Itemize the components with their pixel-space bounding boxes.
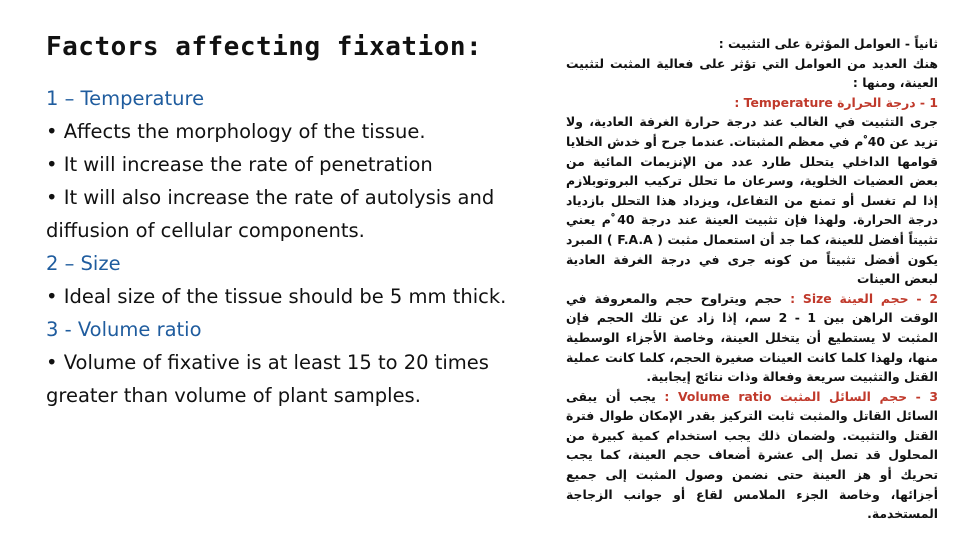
arabic-size-heading: 2 - حجم العينة Size : bbox=[790, 290, 938, 306]
body-line: • Affects the morphology of the tissue. bbox=[46, 120, 426, 143]
body-line: • Volume of fixative is at least 15 to 20 times bbox=[46, 351, 489, 374]
arabic-temperature-heading: 1 - درجة الحرارة Temperature : bbox=[734, 94, 938, 110]
section-heading: 3 - Volume ratio bbox=[46, 318, 202, 341]
arabic-section-temperature bbox=[566, 93, 938, 289]
english-lines bbox=[46, 82, 576, 412]
body-line: diffusion of cellular components. bbox=[46, 219, 365, 242]
arabic-volume-heading: 3 - حجم السائل المثبت Volume ratio : bbox=[664, 388, 938, 404]
section-heading: 2 – Size bbox=[46, 252, 121, 275]
section-heading: 1 – Temperature bbox=[46, 87, 205, 110]
english-column bbox=[46, 30, 576, 412]
arabic-size-text: حجم ويتراوح حجم والمعروفة في الوقت الراهن بين 1 - 2 سم، إذا زاد عن تلك الحجم فإن المثبت لا يستطيع أن يتخلل العينة، وخاصة الأجزاء الوسطية منها، ولهذا كلما كانت العينات صغيرة الحجم، كلما كانت عملية القتل والتثبيت سريعة وفعالة وذات نتائج إيجابية. bbox=[566, 290, 938, 385]
slide-title: Factors affecting fixation: bbox=[46, 32, 483, 62]
arabic-section-size bbox=[566, 289, 938, 387]
body-line: • It will increase the rate of penetration bbox=[46, 153, 433, 176]
body-line: greater than volume of plant samples. bbox=[46, 384, 421, 407]
arabic-intro-title: ثانياً - العوامل المؤثرة على التثبيت : bbox=[718, 36, 938, 51]
arabic-column bbox=[566, 34, 938, 524]
body-line: • Ideal size of the tissue should be 5 mm thick. bbox=[46, 285, 507, 308]
body-line: • It will also increase the rate of autolysis and bbox=[46, 186, 495, 209]
arabic-temperature-text: جرى التثبيت في الغالب عند درجة حرارة الغرفة العادية، ولا تزيد عن 40 ْم في معظم المثبتات. عندما جرح أو خدش الخلايا قوامها الداخلي يتحلل طارد عدد من الإنزيمات المائية من بعض العضيات الخلوية، وسرعان ما تحلل تركيب البروتوبلازم إذا لم تغسل أو تمنع من التفاعل، ويزداد هذا التحلل بازدياد درجة الحرارة. ولهذا فإن تثبيت العينة عند درجة 40 ْم يعني تثبيتاً أفضل للعينة، كما جد أن استعمال مثبت ( F.A.A ) المبرد يكون أفضل تثبيتاً من كونه جرى في درجة الغرفة العادية لبعض العينات bbox=[566, 114, 939, 287]
arabic-intro bbox=[566, 34, 938, 93]
arabic-section-volume bbox=[566, 387, 938, 524]
arabic-volume-text: يجب أن يبقى السائل القاتل والمثبت ثابت التركيز بقدر الإمكان طوال فترة القتل والتثبيت. ولضمان ذلك يجب استخدام كمية كبيرة من المحلول قد تصل إلى عشرة أضعاف حجم العينة، كما يجب تحريك أو هز العينة حتى نضمن وصول المثبت إلى جميع أجزائها، وخاصة الجزء الملامس لقاع أو جوانب الزجاجة المستخدمة. bbox=[566, 388, 938, 522]
arabic-intro-text: هنك العديد من العوامل التي تؤثر على فعالية المثبت لتثبيت العينة، ومنها : bbox=[566, 55, 938, 91]
